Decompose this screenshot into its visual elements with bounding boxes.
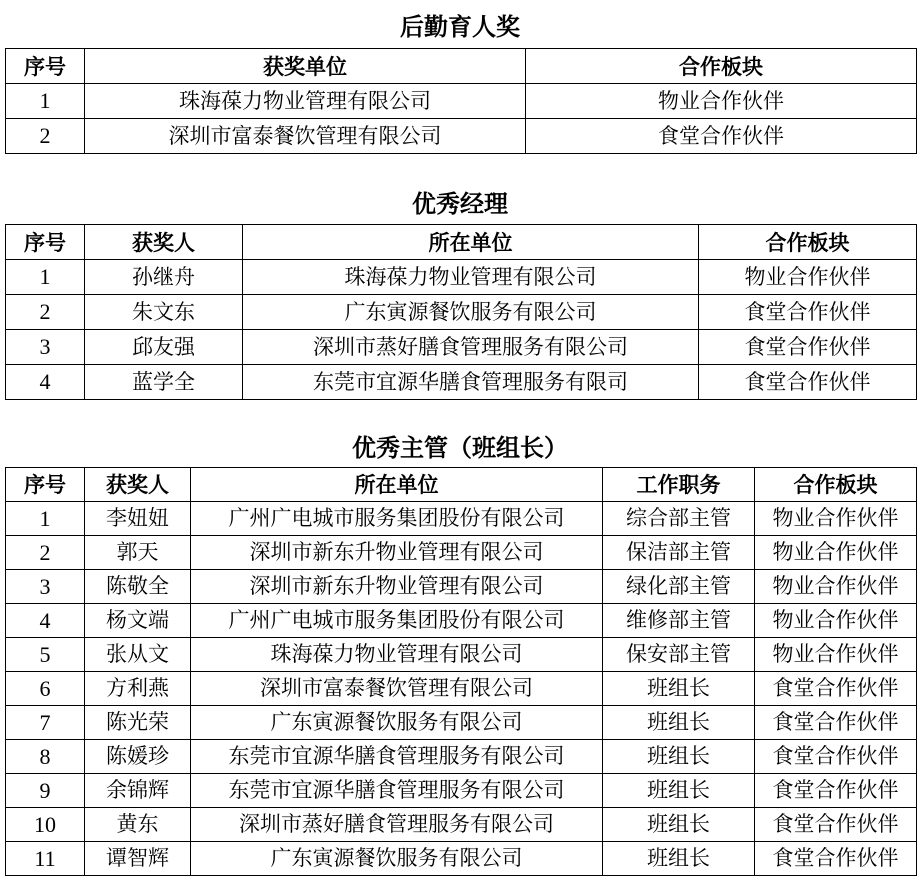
cell-unit: 珠海葆力物业管理有限公司 [243,260,699,295]
header-cooperation-section: 合作板块 [699,225,917,260]
table-row [6,84,917,119]
cell-awardee: 陈媛珍 [85,740,191,774]
cell-index: 5 [6,638,85,672]
cell-unit: 广东寅源餐饮服务有限公司 [243,295,699,330]
cell-job-title: 班组长 [603,706,755,740]
cell-index: 9 [6,774,85,808]
cell-section: 物业合作伙伴 [755,638,917,672]
cell-job-title: 绿化部主管 [603,570,755,604]
table-row [6,365,917,400]
cell-awardee: 陈光荣 [85,706,191,740]
cell-index: 1 [6,260,85,295]
cell-section: 食堂合作伙伴 [699,365,917,400]
table-row [6,260,917,295]
cell-section: 食堂合作伙伴 [755,808,917,842]
section-title-excellent-supervisor: 优秀主管（班组长） [352,433,568,462]
cell-unit: 深圳市蒸好膳食管理服务有限公司 [191,808,603,842]
cell-section: 食堂合作伙伴 [755,842,917,876]
cell-job-title: 维修部主管 [603,604,755,638]
header-awardee: 获奖人 [85,468,191,502]
table-row [6,570,917,604]
cell-job-title: 班组长 [603,808,755,842]
section-title-logistics-award: 后勤育人奖 [400,12,520,41]
cell-section: 物业合作伙伴 [755,570,917,604]
cell-unit: 深圳市富泰餐饮管理有限公司 [85,119,526,154]
header-cooperation-section: 合作板块 [526,49,917,84]
cell-awardee: 郭天 [85,536,191,570]
cell-unit: 深圳市蒸好膳食管理服务有限公司 [243,330,699,365]
cell-awardee: 杨文端 [85,604,191,638]
cell-awardee: 蓝学全 [85,365,243,400]
cell-section: 食堂合作伙伴 [699,330,917,365]
cell-index: 2 [6,536,85,570]
cell-section: 食堂合作伙伴 [755,672,917,706]
cell-index: 4 [6,604,85,638]
header-index: 序号 [6,468,85,502]
table-row [6,536,917,570]
cell-awardee: 朱文东 [85,295,243,330]
cell-unit: 深圳市新东升物业管理有限公司 [191,570,603,604]
cell-awardee: 谭智辉 [85,842,191,876]
cell-unit: 广州广电城市服务集团股份有限公司 [191,604,603,638]
table-row [6,672,917,706]
cell-section: 物业合作伙伴 [699,260,917,295]
cell-job-title: 班组长 [603,774,755,808]
table-row [6,119,917,154]
cell-section: 食堂合作伙伴 [755,706,917,740]
cell-section: 食堂合作伙伴 [526,119,917,154]
cell-awardee: 张从文 [85,638,191,672]
cell-section: 物业合作伙伴 [755,502,917,536]
table-header-row [6,225,917,260]
cell-index: 1 [6,84,85,119]
cell-index: 3 [6,570,85,604]
header-award-unit: 获奖单位 [85,49,526,84]
cell-index: 11 [6,842,85,876]
header-unit: 所在单位 [243,225,699,260]
cell-awardee: 方利燕 [85,672,191,706]
cell-awardee: 陈敬全 [85,570,191,604]
cell-job-title: 综合部主管 [603,502,755,536]
table-row [6,740,917,774]
table-row [6,808,917,842]
table-row [6,604,917,638]
cell-unit: 广东寅源餐饮服务有限公司 [191,706,603,740]
cell-index: 8 [6,740,85,774]
table-row [6,295,917,330]
cell-unit: 东莞市宜源华膳食管理服务有限司 [243,365,699,400]
cell-section: 物业合作伙伴 [755,604,917,638]
header-unit: 所在单位 [191,468,603,502]
cell-section: 食堂合作伙伴 [755,740,917,774]
cell-awardee: 余锦辉 [85,774,191,808]
cell-index: 2 [6,295,85,330]
cell-unit: 珠海葆力物业管理有限公司 [85,84,526,119]
cell-section: 食堂合作伙伴 [699,295,917,330]
cell-unit: 东莞市宜源华膳食管理服务有限公司 [191,774,603,808]
header-cooperation-section: 合作板块 [755,468,917,502]
cell-unit: 深圳市新东升物业管理有限公司 [191,536,603,570]
cell-index: 10 [6,808,85,842]
cell-unit: 东莞市宜源华膳食管理服务有限公司 [191,740,603,774]
cell-index: 1 [6,502,85,536]
cell-index: 7 [6,706,85,740]
header-index: 序号 [6,225,85,260]
cell-job-title: 保洁部主管 [603,536,755,570]
table-header-row [6,49,917,84]
logistics-award-table [5,48,917,154]
cell-job-title: 班组长 [603,672,755,706]
table-row [6,774,917,808]
table-row [6,638,917,672]
cell-index: 4 [6,365,85,400]
cell-section: 食堂合作伙伴 [755,774,917,808]
cell-unit: 广东寅源餐饮服务有限公司 [191,842,603,876]
table-row [6,706,917,740]
cell-section: 物业合作伙伴 [526,84,917,119]
cell-index: 6 [6,672,85,706]
cell-unit: 珠海葆力物业管理有限公司 [191,638,603,672]
cell-section: 物业合作伙伴 [755,536,917,570]
cell-job-title: 班组长 [603,740,755,774]
header-index: 序号 [6,49,85,84]
cell-awardee: 黄东 [85,808,191,842]
header-awardee: 获奖人 [85,225,243,260]
excellent-supervisor-table [5,467,917,876]
table-header-row [6,468,917,502]
cell-unit: 深圳市富泰餐饮管理有限公司 [191,672,603,706]
cell-awardee: 孙继舟 [85,260,243,295]
cell-job-title: 班组长 [603,842,755,876]
cell-job-title: 保安部主管 [603,638,755,672]
header-job-title: 工作职务 [603,468,755,502]
table-row [6,502,917,536]
section-title-excellent-manager: 优秀经理 [412,189,508,218]
cell-index: 2 [6,119,85,154]
table-row [6,842,917,876]
cell-awardee: 李妞妞 [85,502,191,536]
table-row [6,330,917,365]
cell-awardee: 邱友强 [85,330,243,365]
cell-unit: 广州广电城市服务集团股份有限公司 [191,502,603,536]
excellent-manager-table [5,224,917,400]
cell-index: 3 [6,330,85,365]
